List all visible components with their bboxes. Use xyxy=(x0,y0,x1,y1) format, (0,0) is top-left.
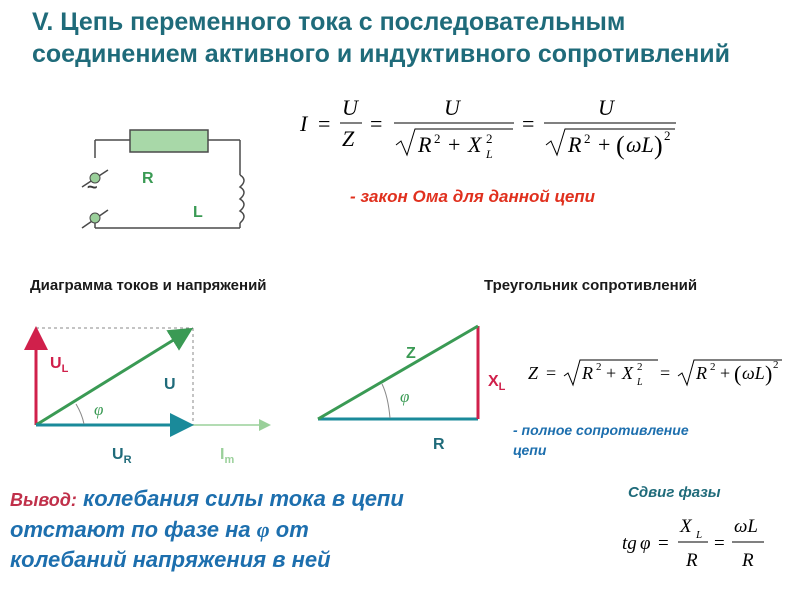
vector-diagram xyxy=(28,318,278,466)
triangle-label-xl: $X_L$ xyxy=(488,373,506,393)
impedance-note xyxy=(513,420,689,460)
conclusion xyxy=(10,484,530,575)
svg-text:U: U xyxy=(342,95,358,120)
svg-text:U: U xyxy=(598,95,614,120)
svg-text:X: X xyxy=(680,516,692,537)
svg-text:L: L xyxy=(486,147,493,161)
svg-text:2: 2 xyxy=(596,361,602,373)
svg-text:ωL: ωL xyxy=(626,132,654,157)
svg-text:U: U xyxy=(444,95,460,120)
impedance-note-line2: цепи xyxy=(513,442,547,458)
ohm-law-note: - закон Ома для данной цепи xyxy=(350,187,596,206)
conclusion-line1 xyxy=(10,484,530,515)
label-phi: φ xyxy=(94,400,104,419)
label-ur: $U_R$ xyxy=(112,446,132,466)
svg-text:R: R xyxy=(568,132,582,157)
circuit-l-label: L xyxy=(193,204,203,221)
svg-text:Z: Z xyxy=(342,126,355,151)
svg-text:2: 2 xyxy=(710,361,716,373)
section-diagram-heading: Диаграмма токов и напряжений xyxy=(30,277,267,294)
svg-text:+: + xyxy=(606,363,617,383)
svg-text:2: 2 xyxy=(584,131,591,146)
conclusion-prefix: Вывод: xyxy=(10,490,77,510)
conclusion-phi: φ xyxy=(256,517,270,542)
svg-text:2: 2 xyxy=(664,128,671,143)
svg-text:R: R xyxy=(418,132,432,157)
svg-text:+: + xyxy=(598,132,611,157)
section-triangle-heading: Треугольник сопротивлений xyxy=(484,277,698,294)
svg-text:=: = xyxy=(714,533,725,554)
svg-text:2: 2 xyxy=(773,359,779,371)
svg-text:ωL: ωL xyxy=(742,363,765,383)
label-im: $I_m$ xyxy=(220,446,235,466)
svg-text:tg: tg xyxy=(622,533,637,554)
svg-text:2: 2 xyxy=(486,131,493,146)
impedance-formula xyxy=(524,348,784,398)
svg-text:=: = xyxy=(370,111,383,136)
triangle-phi-arc xyxy=(382,384,390,418)
svg-text:(: ( xyxy=(616,131,625,160)
svg-text:): ) xyxy=(654,131,663,160)
svg-text:R: R xyxy=(742,550,754,571)
circuit-diagram xyxy=(70,120,270,260)
triangle-label-r: R xyxy=(433,436,445,453)
triangle-side-z xyxy=(318,326,478,419)
svg-text:X: X xyxy=(468,132,482,157)
svg-text:=: = xyxy=(522,111,535,136)
svg-text:=: = xyxy=(658,533,669,554)
svg-text:2: 2 xyxy=(434,131,441,146)
svg-text:L: L xyxy=(696,529,703,541)
svg-text:+: + xyxy=(448,132,461,157)
triangle-label-z: Z xyxy=(406,345,416,362)
inductor-coil xyxy=(240,175,244,223)
svg-text:I: I xyxy=(300,111,308,136)
svg-text:φ: φ xyxy=(640,533,651,554)
phase-formula xyxy=(618,512,778,574)
label-ul: $U_L$ xyxy=(50,355,69,375)
svg-text:R: R xyxy=(686,550,698,571)
conclusion-text-2b: от xyxy=(275,517,309,542)
impedance-triangle xyxy=(310,318,510,458)
svg-text:X: X xyxy=(622,363,633,383)
resistor-symbol xyxy=(130,130,208,152)
svg-text:ωL: ωL xyxy=(734,516,758,537)
circuit-r-label: R xyxy=(142,170,154,187)
phi-arc xyxy=(76,404,84,424)
phase-shift-title: Сдвиг фазы xyxy=(628,484,721,501)
impedance-note-line1: - полное сопротивление xyxy=(513,422,689,438)
svg-text:=: = xyxy=(660,363,671,383)
ac-source-symbol: ~ xyxy=(87,177,98,197)
triangle-label-phi: φ xyxy=(400,387,410,406)
label-u: U xyxy=(164,376,176,393)
svg-text:): ) xyxy=(765,361,773,386)
page-title: V. Цепь переменного тока с последовательным соединением активного и индуктивного сопротивлений xyxy=(32,8,731,68)
svg-text:R: R xyxy=(582,363,593,383)
svg-text:2: 2 xyxy=(637,361,643,373)
ohm-law-formula xyxy=(296,90,686,170)
conclusion-text-2a: отстают по фазе на xyxy=(10,517,251,542)
terminal-bottom xyxy=(90,213,100,223)
svg-text:L: L xyxy=(637,377,643,388)
conclusion-line2 xyxy=(10,515,530,545)
svg-text:=: = xyxy=(318,111,331,136)
svg-text:+: + xyxy=(720,363,731,383)
svg-text:=: = xyxy=(546,363,557,383)
svg-text:(: ( xyxy=(734,361,742,386)
svg-text:Z: Z xyxy=(528,363,539,383)
conclusion-text-1: колебания силы тока в цепи xyxy=(83,486,404,511)
conclusion-line3: колебаний напряжения в ней xyxy=(10,547,331,572)
svg-text:R: R xyxy=(696,363,707,383)
